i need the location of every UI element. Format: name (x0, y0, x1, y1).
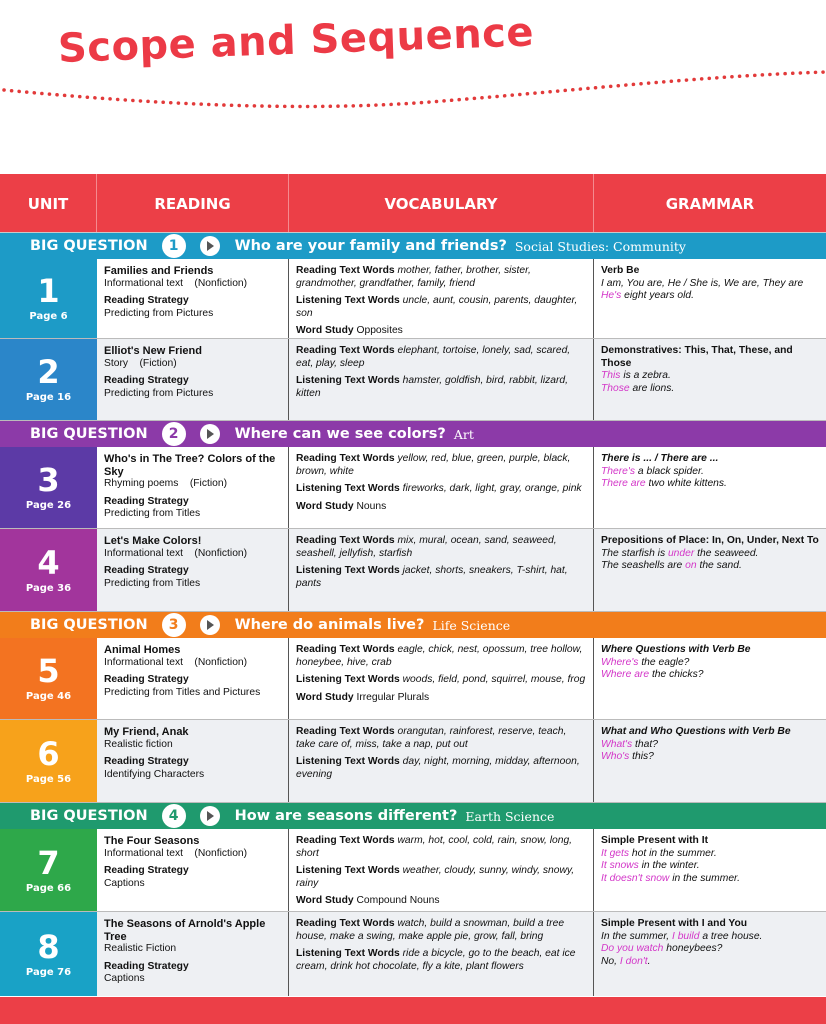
unit-page: Page 46 (25, 691, 72, 702)
vocab-label: Listening Text Words (296, 865, 400, 876)
grammar-example: The starfish is (601, 547, 668, 559)
unit-page: Page 6 (29, 311, 68, 322)
unit-row (0, 447, 826, 529)
vocab-label: Listening Text Words (296, 674, 400, 685)
strategy-label: Reading Strategy (104, 756, 189, 767)
grammar-title: Prepositions of Place: In, On, Under, Next To (601, 535, 819, 546)
grammar-cell (594, 912, 826, 996)
grammar-cell (594, 339, 826, 420)
vocabulary-cell (289, 638, 594, 719)
grammar-cell (594, 720, 826, 802)
unit-number: 8 (37, 927, 60, 966)
reading-genre: Rhyming poems (Fiction) (104, 478, 228, 489)
vocab-label: Listening Text Words (296, 565, 400, 576)
vocab-label: Word Study (296, 325, 354, 336)
unit-page: Page 76 (25, 966, 72, 978)
table-header (0, 174, 826, 233)
big-question-number: 1 (162, 234, 186, 258)
strategy-text: Predicting from Titles and Pictures (104, 686, 261, 698)
grammar-example: No, (601, 955, 620, 967)
header-vocabulary: VOCABULARY (289, 174, 594, 232)
grammar-example: eight years old. (621, 290, 694, 301)
reading-title: Animal Homes (104, 644, 181, 656)
unit-page: Page 16 (25, 392, 72, 403)
grammar-highlight: Where are (601, 669, 650, 680)
grammar-title: Simple Present with It (601, 835, 708, 846)
grammar-title: Verb Be (601, 265, 640, 276)
unit-number: 5 (37, 652, 60, 690)
grammar-title: What and Who Questions with Verb Be (601, 726, 791, 737)
strategy-text: Predicting from Pictures (104, 387, 214, 399)
grammar-cell (594, 638, 826, 719)
vocab-words: jacket, shorts, sneakers, T-shirt, hat, pants (296, 565, 568, 589)
vocabulary-cell (289, 829, 594, 911)
grammar-cell (594, 829, 826, 911)
grammar-example: the chicks? (649, 669, 704, 680)
grammar-highlight: What's (601, 738, 633, 750)
grammar-title: There is ... / There are ... (601, 453, 719, 464)
grammar-example: are lions. (629, 382, 675, 394)
grammar-example: The seashells are (601, 560, 686, 571)
reading-genre: Realistic Fiction (104, 943, 177, 954)
vocab-words: mother, father, brother, sister, grandmother, grandfather, family, friend (296, 265, 531, 289)
grammar-highlight: There are (601, 478, 646, 489)
strategy-label: Reading Strategy (104, 565, 189, 576)
grammar-example: hot in the summer. (629, 847, 717, 859)
grammar-example: that? (632, 738, 658, 750)
big-question-subject: Social Studies: Community (514, 238, 686, 254)
big-question-bar (0, 803, 826, 829)
vocabulary-cell (289, 339, 594, 420)
footer-bar (0, 997, 826, 1024)
unit-badge (0, 829, 97, 911)
reading-title: The Four Seasons (104, 835, 200, 847)
play-icon[interactable] (200, 615, 220, 635)
grammar-highlight: Who's (601, 751, 630, 762)
reading-title: The Seasons of Arnold's Apple Tree (104, 918, 266, 943)
unit-number: 3 (37, 461, 60, 499)
vocab-words: mix, mural, ocean, sand, seaweed, seashell, jellyfish, starfish (296, 535, 557, 559)
big-question-number: 3 (162, 613, 186, 637)
unit-number: 6 (37, 734, 60, 773)
grammar-title: Demonstratives: This, That, These, and Those (601, 345, 793, 369)
vocab-label: Reading Text Words (296, 726, 395, 737)
page-title: Scope and Sequence (57, 9, 535, 72)
strategy-text: Identifying Characters (104, 768, 205, 780)
grammar-example: honeybees? (663, 943, 723, 954)
grammar-example: is a zebra. (620, 370, 671, 381)
grammar-example: a black spider. (635, 465, 704, 477)
unit-row (0, 529, 826, 612)
vocab-words: fireworks, dark, light, gray, orange, pink (402, 483, 582, 494)
vocab-words: Compound Nouns (356, 895, 440, 906)
grammar-highlight: Those (601, 382, 630, 394)
strategy-label: Reading Strategy (104, 295, 189, 306)
vocab-words: woods, field, pond, squirrel, mouse, frog (402, 674, 586, 685)
strategy-label: Reading Strategy (104, 674, 189, 685)
header-unit: UNIT (0, 174, 97, 232)
vocab-words: weather, cloudy, sunny, windy, snowy, rainy (296, 865, 575, 889)
vocab-words: Nouns (356, 500, 387, 512)
big-question-label: BIG QUESTION (30, 617, 148, 633)
big-question-label: BIG QUESTION (30, 808, 148, 824)
unit-badge (0, 529, 97, 611)
big-question-text: Where do animals live? (234, 617, 425, 633)
big-question-text: Who are your family and friends? (234, 238, 507, 254)
play-icon[interactable] (200, 806, 220, 826)
big-question-bar (0, 612, 826, 638)
reading-cell (97, 447, 289, 528)
vocab-label: Reading Text Words (296, 535, 395, 546)
vocab-words: Opposites (356, 325, 403, 336)
grammar-title: Simple Present with I and You (601, 918, 748, 929)
vocab-words: ride a bicycle, go to the beach, eat ice cream, drink hot chocolate, fly a kite, plant flowers (296, 948, 576, 972)
vocab-label: Reading Text Words (296, 835, 395, 846)
grammar-title: Where Questions with Verb Be (601, 644, 751, 655)
strategy-label: Reading Strategy (104, 375, 189, 386)
vocab-label: Listening Text Words (296, 295, 400, 306)
strategy-text: Predicting from Titles (104, 577, 201, 589)
big-question-text: Where can we see colors? (234, 426, 446, 442)
reading-title: Elliot's New Friend (104, 345, 202, 357)
scope-table (0, 174, 826, 996)
big-question-number: 2 (162, 422, 186, 446)
grammar-cell (594, 259, 826, 338)
big-question-number: 4 (162, 804, 186, 828)
unit-number: 7 (37, 843, 60, 882)
unit-number: 1 (37, 272, 60, 310)
grammar-cell (594, 447, 826, 528)
grammar-example: in the summer. (669, 872, 740, 884)
unit-page: Page 36 (25, 582, 72, 594)
big-question-label: BIG QUESTION (30, 238, 148, 254)
unit-badge (0, 447, 97, 528)
reading-genre: Informational text (Nonfiction) (104, 656, 248, 668)
unit-row (0, 720, 826, 803)
grammar-highlight: Where's (601, 656, 639, 668)
vocab-words: yellow, red, blue, green, purple, black, brown, white (296, 453, 571, 477)
unit-row (0, 339, 826, 421)
strategy-label: Reading Strategy (104, 960, 189, 972)
unit-number: 2 (37, 353, 60, 391)
reading-genre: Realistic fiction (104, 738, 173, 750)
play-icon[interactable] (200, 424, 220, 444)
vocab-label: Reading Text Words (296, 345, 395, 356)
grammar-highlight: Do you watch (601, 943, 664, 954)
reading-cell (97, 638, 289, 719)
grammar-example: I am, You are, He / She is, We are, They are (601, 277, 804, 289)
reading-cell (97, 259, 289, 338)
big-question-subject: Art (453, 426, 474, 442)
vocab-label: Listening Text Words (296, 375, 400, 386)
vocab-label: Listening Text Words (296, 483, 400, 494)
unit-badge (0, 638, 97, 719)
reading-genre: Story (Fiction) (104, 357, 177, 369)
vocab-words: Irregular Plurals (356, 691, 430, 703)
grammar-example: In the summer, (601, 930, 672, 942)
grammar-example: the eagle? (638, 656, 690, 668)
vocabulary-cell (289, 529, 594, 611)
grammar-highlight: It gets (601, 847, 630, 859)
big-question-bar (0, 421, 826, 447)
grammar-cell (594, 529, 826, 611)
unit-badge (0, 339, 97, 420)
vocabulary-cell (289, 447, 594, 528)
reading-cell (97, 720, 289, 802)
grammar-highlight: I build (671, 930, 700, 942)
vocab-words: elephant, tortoise, lonely, sad, scared, eat, play, sleep (296, 345, 571, 369)
strategy-text: Captions (104, 877, 145, 889)
unit-number: 4 (37, 543, 60, 582)
reading-cell (97, 829, 289, 911)
reading-cell (97, 912, 289, 996)
reading-title: Let's Make Colors! (104, 535, 202, 547)
unit-badge (0, 720, 97, 802)
strategy-text: Predicting from Pictures (104, 307, 214, 319)
grammar-highlight: on (685, 560, 697, 571)
unit-row (0, 638, 826, 720)
unit-page: Page 56 (25, 773, 72, 785)
vocab-label: Listening Text Words (296, 756, 400, 767)
vocab-label: Reading Text Words (296, 265, 395, 276)
vocab-label: Reading Text Words (296, 644, 395, 655)
unit-page: Page 26 (25, 500, 72, 511)
vocab-words: day, night, morning, midday, afternoon, evening (296, 756, 580, 780)
grammar-example: the seaweed. (694, 547, 759, 559)
strategy-label: Reading Strategy (104, 495, 189, 507)
grammar-example: two white kittens. (645, 478, 727, 489)
big-question-text: How are seasons different? (234, 808, 458, 824)
unit-badge (0, 259, 97, 338)
grammar-example: in the winter. (638, 860, 700, 871)
vocab-words: eagle, chick, nest, opossum, tree hollow, honeybee, hive, crab (296, 644, 583, 668)
vocab-label: Word Study (296, 895, 354, 906)
vocab-label: Listening Text Words (296, 948, 400, 959)
grammar-example: this? (629, 751, 654, 762)
header-grammar: GRAMMAR (665, 195, 755, 213)
reading-genre: Informational text (Nonfiction) (104, 847, 248, 859)
big-question-subject: Life Science (432, 617, 511, 633)
unit-page: Page 66 (25, 882, 72, 894)
vocab-words: orangutan, rainforest, reserve, teach, take care of, miss, take a nap, put out (296, 726, 567, 750)
grammar-example: . (647, 955, 651, 967)
grammar-highlight: This (601, 370, 621, 381)
reading-genre: Informational text (Nonfiction) (104, 277, 248, 289)
reading-cell (97, 339, 289, 420)
unit-row (0, 829, 826, 912)
vocab-label: Word Study (296, 500, 354, 512)
grammar-highlight: He's (601, 290, 622, 301)
vocab-words: uncle, aunt, cousin, parents, daughter, son (296, 295, 578, 319)
grammar-highlight: There's (601, 465, 636, 477)
reading-title: Who's in The Tree? Colors of the Sky (104, 453, 276, 478)
grammar-example: a tree house. (699, 930, 763, 942)
dotted-wave-divider (0, 62, 826, 112)
strategy-label: Reading Strategy (104, 865, 189, 876)
reading-genre: Informational text (Nonfiction) (104, 547, 248, 559)
vocab-label: Reading Text Words (296, 918, 395, 929)
vocabulary-cell (289, 259, 594, 338)
reading-cell (97, 529, 289, 611)
grammar-example: the sand. (696, 560, 742, 571)
strategy-text: Captions (104, 973, 145, 984)
reading-title: My Friend, Anak (104, 726, 189, 738)
reading-title: Families and Friends (104, 265, 214, 277)
strategy-text: Predicting from Titles (104, 508, 201, 519)
vocab-words: warm, hot, cool, cold, rain, snow, long, short (296, 835, 573, 859)
big-question-bar (0, 233, 826, 259)
unit-row (0, 259, 826, 339)
grammar-highlight: I don't (619, 955, 648, 967)
play-icon[interactable] (200, 236, 220, 256)
unit-row (0, 912, 826, 996)
vocab-label: Word Study (296, 691, 354, 703)
vocabulary-cell (289, 912, 594, 996)
grammar-highlight: It doesn't snow (601, 872, 670, 884)
vocabulary-cell (289, 720, 594, 802)
unit-badge (0, 912, 97, 996)
grammar-highlight: under (667, 547, 695, 559)
header-reading: READING (97, 174, 289, 232)
big-question-subject: Earth Science (465, 808, 555, 824)
vocab-words: hamster, goldfish, bird, rabbit, lizard, kitten (296, 375, 569, 399)
big-question-label: BIG QUESTION (30, 426, 148, 442)
vocab-words: watch, build a snowman, build a tree house, make a swing, make apple pie, grow, fall, bring (296, 918, 565, 942)
grammar-highlight: It snows (601, 860, 639, 871)
vocab-label: Reading Text Words (296, 453, 395, 464)
